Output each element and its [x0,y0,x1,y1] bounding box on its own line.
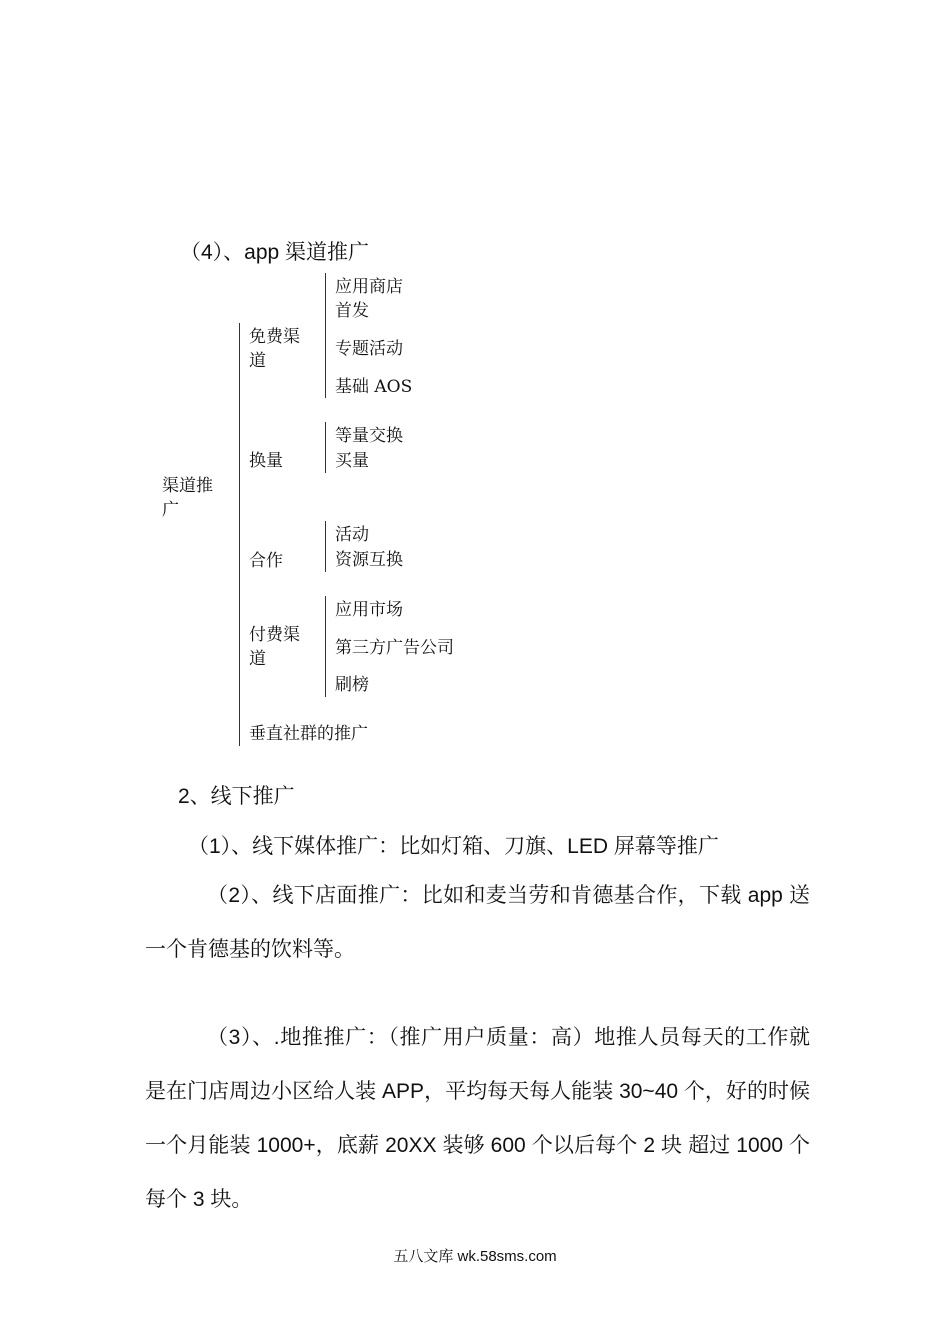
leaf-resource-swap: 资源互换 [335,550,403,570]
offline-heading: 2、线下推广 [178,785,295,808]
leaf-third-party-ad: 第三方广告公司 [335,638,454,658]
root-bracket [239,323,240,746]
leaf-equal-exchange: 等量交换 [335,426,403,446]
offline-item-1: （1）、线下媒体推广：比如灯箱、刀旗、LED 屏幕等推广 [188,835,719,858]
branch-free-channel: 免费渠道 [249,327,300,371]
branch-vertical-community: 垂直社群的推广 [249,724,368,744]
section-title: （4）、app 渠道推广 [180,241,370,264]
leaf-buy-volume: 买量 [335,451,369,471]
branch-paid-channel: 付费渠道 [249,625,300,669]
leaf-special-activity: 专题活动 [335,339,403,359]
paid-bracket [325,596,326,697]
leaf-basic-aos: 基础 AOS [335,377,413,397]
leaf-activity: 活动 [335,525,369,545]
leaf-chart-boosting: 刷榜 [335,675,369,695]
leaf-app-market: 应用市场 [335,600,403,620]
free-bracket [325,273,326,398]
offline-item-3: （3）、.地推推广：（推广用户质量：高）地推人员每天的工作就是在门店周边小区给人装 APP，平均每天每人能装 30~40 个，好的时候一个月能装 1000+，底薪 20XX 装够 600 个以后每个 2 块 超过 1000 个每个 3 块。 [145,1026,810,1211]
branch-cooperation: 合作 [249,551,283,571]
tree-root: 渠道推广 [162,476,213,520]
footer-watermark: 五八文库 wk.58sms.com [393,1248,557,1265]
offline-item-2: （2）、线下店面推广：比如和麦当劳和肯德基合作，下载 app 送一个肯德基的饮料等。 [145,884,810,961]
branch-swap: 换量 [249,451,283,471]
coop-bracket [325,521,326,572]
swap-bracket [325,422,326,473]
leaf-app-store-launch: 应用商店首发 [335,277,403,321]
